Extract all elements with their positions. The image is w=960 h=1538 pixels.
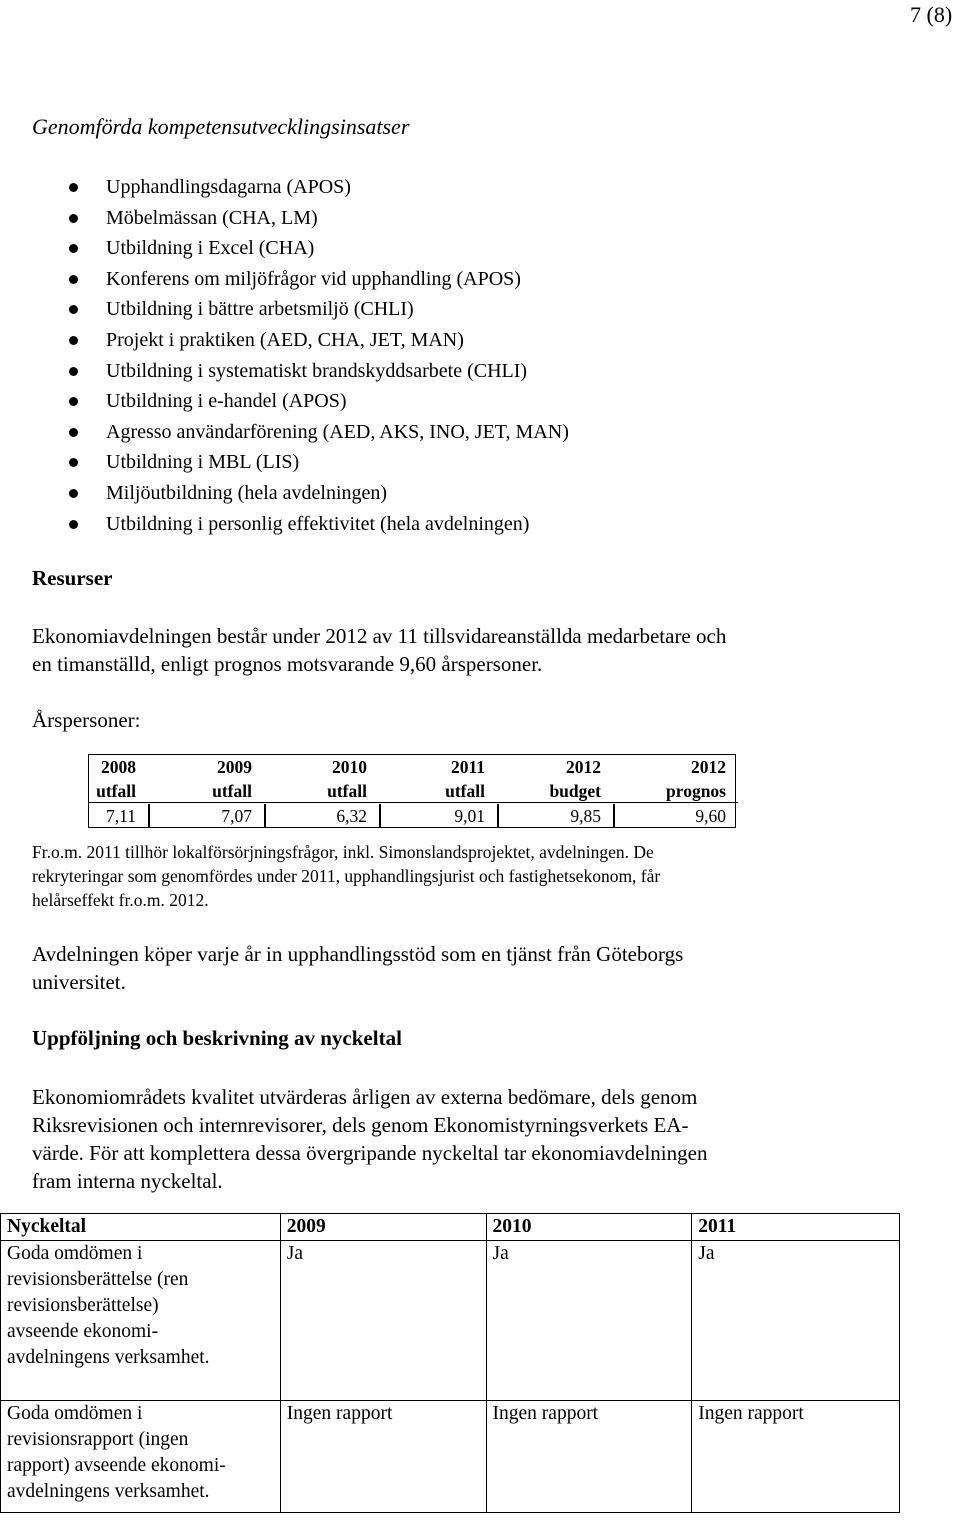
header-cell: 2010 xyxy=(486,1214,692,1241)
nyckeltal-paragraph xyxy=(32,1083,707,1195)
paragraph-line: Ekonomiavdelningen består under 2012 av 11 tillsvidareanställda medarbetare och xyxy=(32,624,727,648)
value-cell: 6,32 xyxy=(336,806,367,826)
label-cell xyxy=(1,1401,281,1513)
nyckeltal-heading: Uppföljning och beskrivning av nyckeltal xyxy=(32,1026,402,1050)
year-cell: 2012 xyxy=(691,757,726,777)
table-row xyxy=(1,1241,900,1401)
resurser-heading: Resurser xyxy=(32,566,113,590)
list-item xyxy=(64,203,569,234)
value-cell: Ja xyxy=(280,1241,486,1401)
list-item xyxy=(64,356,569,387)
value-cell: 9,85 xyxy=(570,806,601,826)
header-cell: 2009 xyxy=(280,1214,486,1241)
table-header-row xyxy=(1,1214,900,1241)
table-row xyxy=(1,1401,900,1513)
paragraph-line: Avdelningen köper varje år in upphandlingsstöd som en tjänst från Göteborgs xyxy=(32,942,684,966)
cell-line: revisionsberättelse) xyxy=(7,1295,159,1316)
cell-line: rapport) avseende ekonomi- xyxy=(7,1455,226,1476)
footnote-line: helårseffekt fr.o.m. 2012. xyxy=(32,890,209,910)
year-cell: 2012 xyxy=(566,757,601,777)
list-item-text: Utbildning i e-handel (APOS) xyxy=(106,390,347,413)
gu-paragraph xyxy=(32,940,683,996)
bullet-icon xyxy=(69,336,78,345)
list-item xyxy=(64,233,569,264)
list-item-text: Agresso användarförening (AED, AKS, INO, JET, MAN) xyxy=(106,420,569,443)
value-cell: 9,01 xyxy=(454,806,485,826)
cell-line: Goda omdömen i xyxy=(7,1403,143,1424)
table-header-row xyxy=(88,754,738,778)
year-cell: 2009 xyxy=(217,757,252,777)
table-header-row xyxy=(88,778,738,803)
list-item-text: Utbildning i systematiskt brandskyddsarbete (CHLI) xyxy=(106,359,528,382)
list-item-text: Utbildning i bättre arbetsmiljö (CHLI) xyxy=(106,298,414,321)
value-cell: 9,60 xyxy=(695,806,726,826)
competence-list xyxy=(64,172,569,539)
cell-line: avdelningens verksamhet. xyxy=(7,1347,210,1368)
cell-line: revisionsrapport (ingen xyxy=(7,1429,189,1450)
list-item-text: Utbildning i personlig effektivitet (hela avdelningen) xyxy=(106,512,530,535)
kind-cell: budget xyxy=(497,778,613,803)
label-cell xyxy=(1,1241,281,1401)
list-item xyxy=(64,264,569,295)
list-item-text: Konferens om miljöfrågor vid upphandling (APOS) xyxy=(106,267,521,290)
bullet-icon xyxy=(69,520,78,529)
list-item xyxy=(64,172,569,203)
footnote-line: Fr.o.m. 2011 tillhör lokalförsörjningsfrågor, inkl. Simonslandsprojektet, avdelningen. De xyxy=(32,842,654,862)
bullet-icon xyxy=(69,305,78,314)
resurser-paragraph xyxy=(32,622,726,678)
list-item-text: Projekt i praktiken (AED, CHA, JET, MAN) xyxy=(106,328,464,351)
year-cell: 2011 xyxy=(450,757,485,777)
footnote xyxy=(32,840,660,912)
bullet-icon xyxy=(69,428,78,437)
value-cell: Ingen rapport xyxy=(280,1401,486,1513)
nyckeltal-table xyxy=(0,1213,900,1513)
year-cell: 2008 xyxy=(101,757,136,777)
list-item-text: Utbildning i MBL (LIS) xyxy=(106,451,300,474)
list-item xyxy=(64,447,569,478)
header-cell: Nyckeltal xyxy=(1,1214,281,1241)
paragraph-line: fram interna nyckeltal. xyxy=(32,1169,223,1193)
kind-cell: prognos xyxy=(613,778,738,803)
header-cell: 2011 xyxy=(692,1214,900,1241)
kind-cell: utfall xyxy=(88,778,148,803)
bullet-icon xyxy=(69,244,78,253)
paragraph-line: värde. För att komplettera dessa övergripande nyckeltal tar ekonomiavdelningen xyxy=(32,1141,708,1165)
list-item-text: Upphandlingsdagarna (APOS) xyxy=(106,176,351,198)
value-cell: Ja xyxy=(692,1241,900,1401)
cell-line: avseende ekonomi- xyxy=(7,1321,159,1342)
value-cell: 7,07 xyxy=(221,806,252,826)
bullet-icon xyxy=(69,458,78,467)
list-item-text: Möbelmässan (CHA, LM) xyxy=(106,206,318,229)
list-item xyxy=(64,294,569,325)
list-item-text: Miljöutbildning (hela avdelningen) xyxy=(106,481,388,504)
section-title-competence: Genomförda kompetensutvecklingsinsatser xyxy=(32,114,410,139)
bullet-icon xyxy=(69,214,78,223)
year-cell: 2010 xyxy=(332,757,367,777)
paragraph-line: Riksrevisionen och internrevisorer, dels genom Ekonomistyrningsverkets EA- xyxy=(32,1113,689,1137)
kind-cell: utfall xyxy=(264,778,379,803)
value-cell: Ja xyxy=(486,1241,692,1401)
kind-cell: utfall xyxy=(379,778,497,803)
bullet-icon xyxy=(69,397,78,406)
cell-line: Goda omdömen i xyxy=(7,1243,143,1264)
list-item xyxy=(64,386,569,417)
list-item xyxy=(64,478,569,509)
arspersoner-table xyxy=(88,754,738,827)
value-cell: 7,11 xyxy=(106,806,136,826)
value-cell: Ingen rapport xyxy=(486,1401,692,1513)
paragraph-line: universitet. xyxy=(32,970,126,994)
list-item xyxy=(64,509,569,540)
list-item xyxy=(64,417,569,448)
cell-line: avdelningens verksamhet. xyxy=(7,1481,210,1502)
footnote-line: rekryteringar som genomfördes under 2011, upphandlingsjurist och fastighetsekonom, får xyxy=(32,866,661,886)
value-cell: Ingen rapport xyxy=(692,1401,900,1513)
paragraph-line: en timanställd, enligt prognos motsvarande 9,60 årspersoner. xyxy=(32,652,543,676)
bullet-icon xyxy=(69,367,78,376)
bullet-icon xyxy=(69,489,78,498)
kind-cell: utfall xyxy=(148,778,264,803)
table-row xyxy=(88,803,738,828)
arspersoner-label: Årspersoner: xyxy=(32,708,141,732)
bullet-icon xyxy=(69,183,78,192)
cell-line: revisionsberättelse (ren xyxy=(7,1269,189,1290)
bullet-icon xyxy=(69,275,78,284)
paragraph-line: Ekonomiområdets kvalitet utvärderas årligen av externa bedömare, dels genom xyxy=(32,1085,698,1109)
list-item xyxy=(64,325,569,356)
list-item-text: Utbildning i Excel (CHA) xyxy=(106,237,315,260)
page-number: 7 (8) xyxy=(910,2,953,27)
